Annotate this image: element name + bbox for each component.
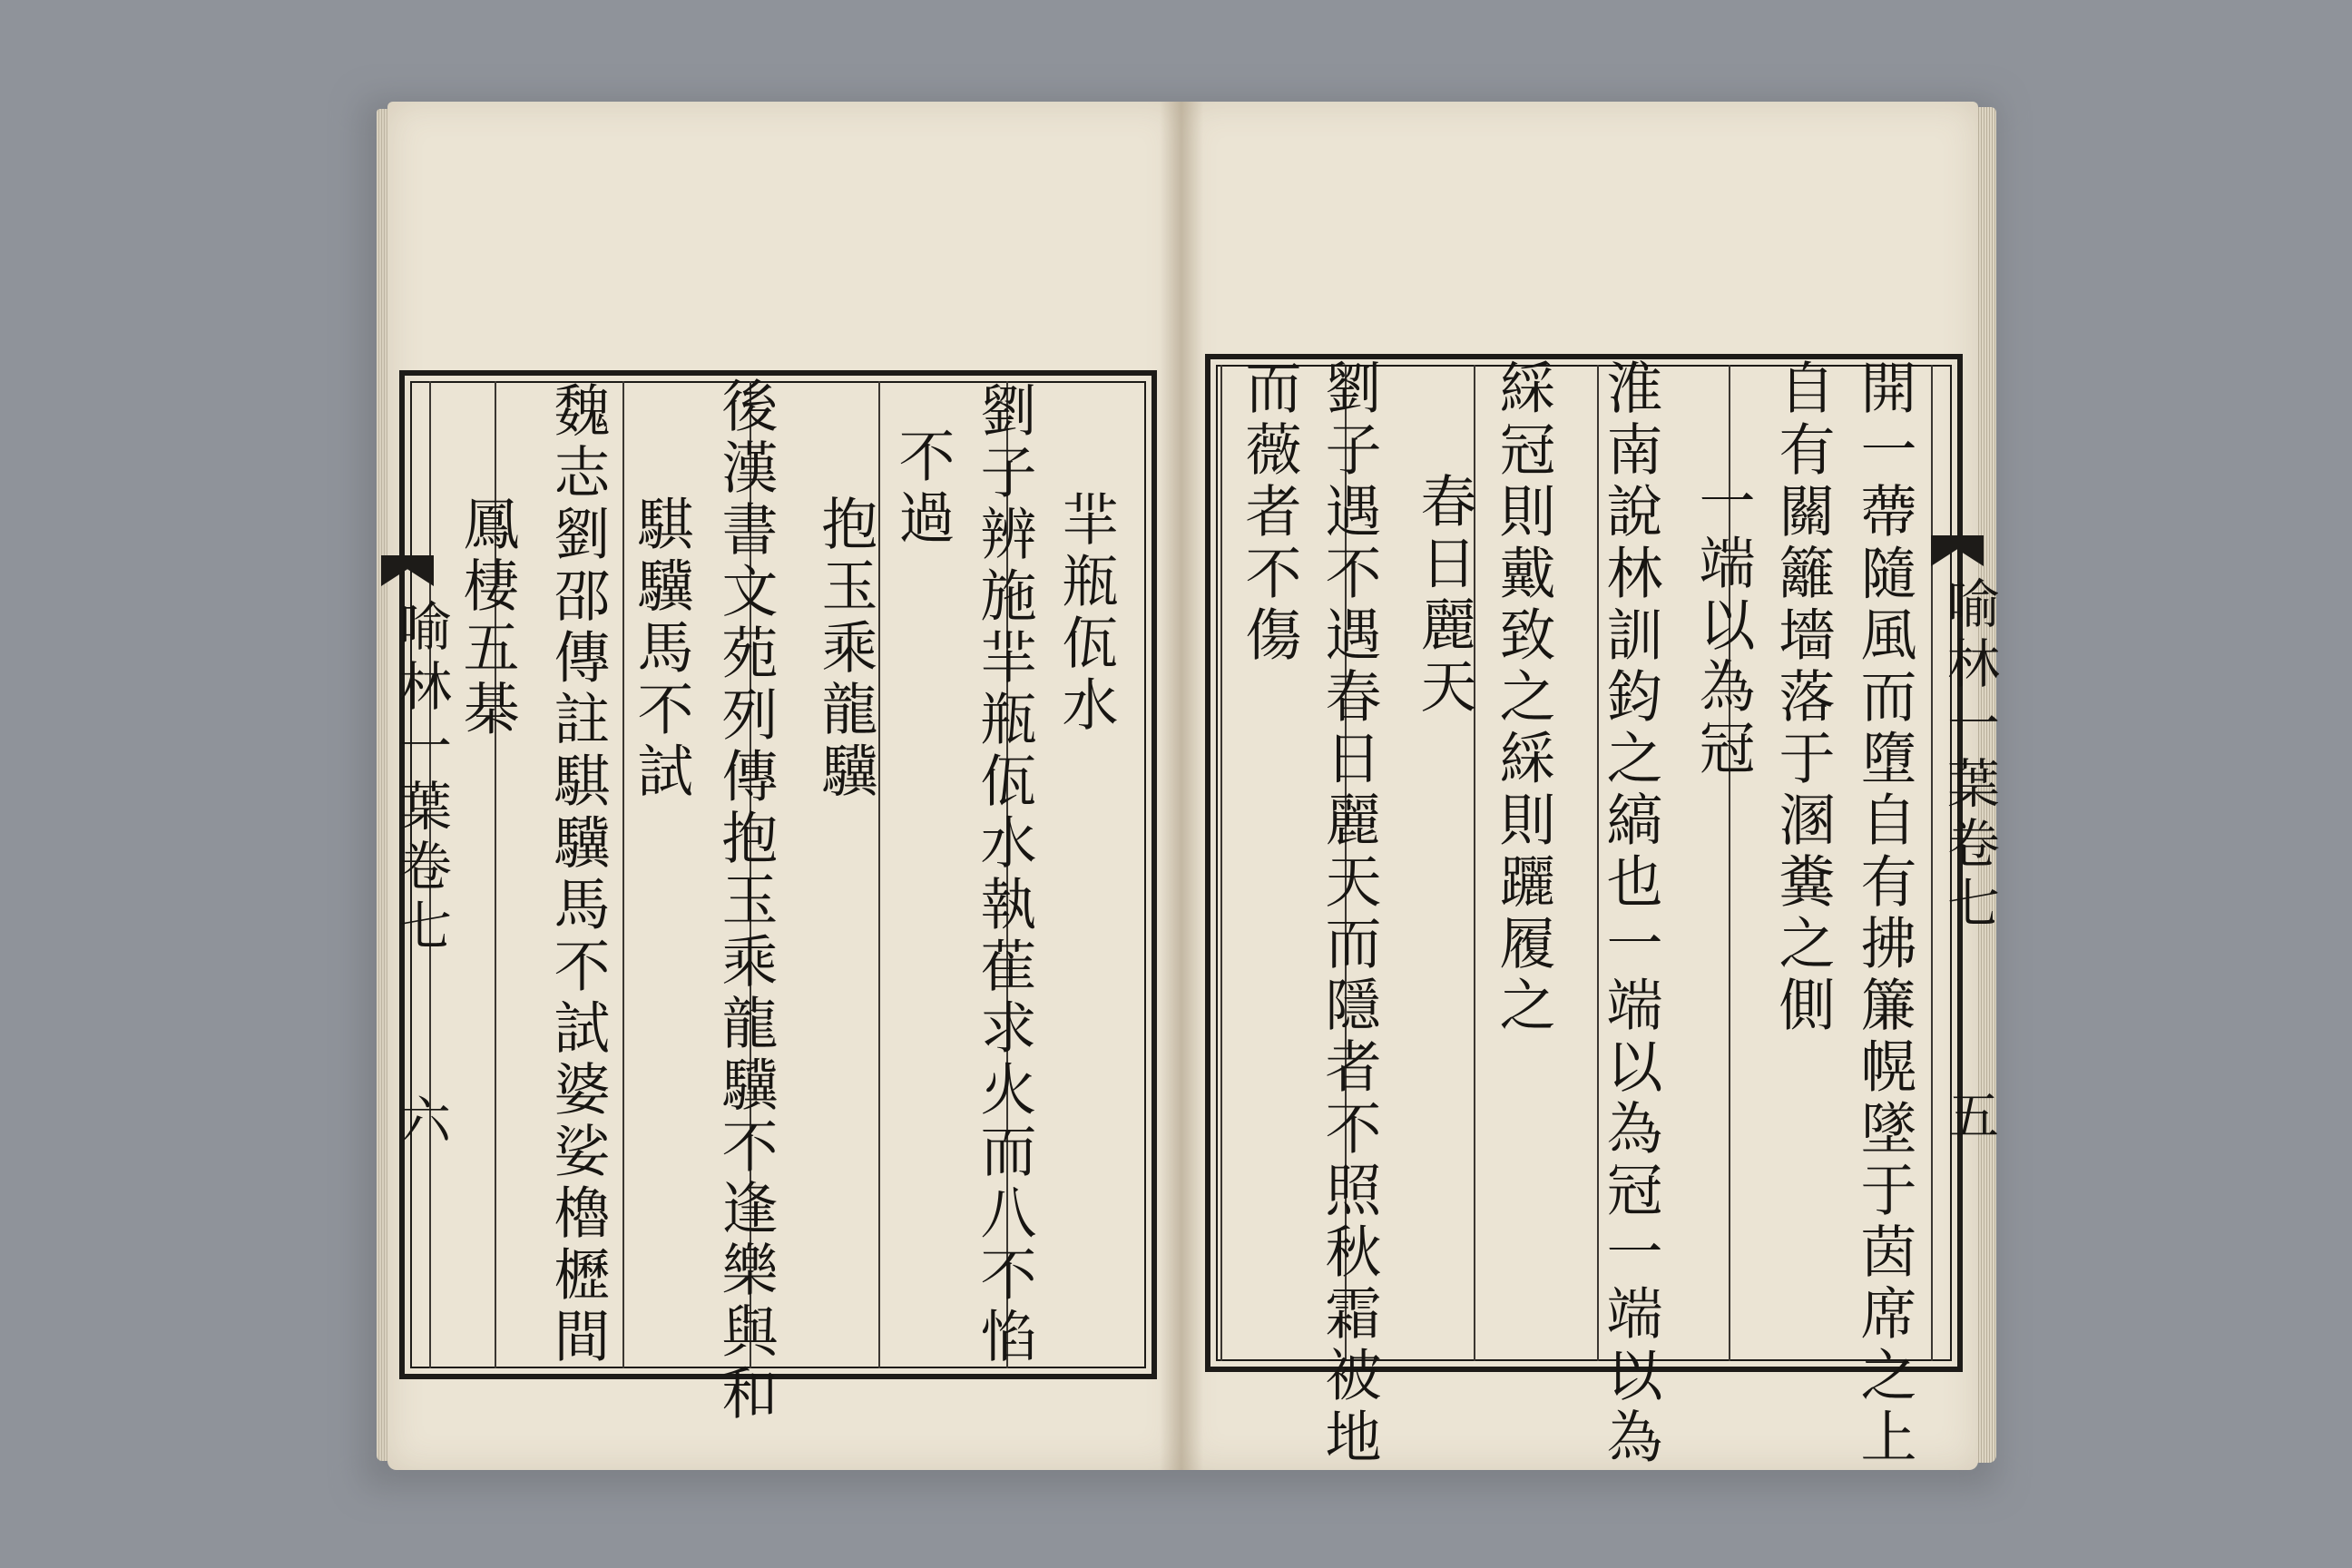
text-column-4: 抱玉乘龍驥 <box>812 495 878 803</box>
left-folio-number: 六 <box>392 1093 451 1144</box>
text-column-7: 魏志劉邵傳註騏驥馬不試婆娑櫓櫪間 <box>544 381 611 1368</box>
text-column-2: 劉子辨施羋瓶佤水執萑求火而八不惂 <box>971 381 1037 1368</box>
left-spine-title: 喻林一葉卷七 <box>390 599 452 958</box>
right-column-rule <box>1220 365 1222 1361</box>
text-column-8: 而薇者不傷 <box>1236 358 1302 667</box>
text-column-3: 一端以為冠 <box>1690 472 1756 780</box>
text-column-6: 騏驥馬不試 <box>628 495 694 803</box>
text-column-1: 羋瓶佤水 <box>1053 490 1119 737</box>
text-column-5: 綵冠則戴致之綵則躧履之 <box>1490 358 1556 1037</box>
left-column-rule <box>878 381 880 1368</box>
text-column-1: 開一蔕隨風而墮自有拂簾幌墜于茵席之上 <box>1851 358 1917 1469</box>
text-column-2: 自有關籬墻落于溷糞之側 <box>1769 358 1836 1037</box>
right-spine-title: 喻林一葉卷七 <box>1938 576 2000 936</box>
left-column-rule <box>622 381 624 1368</box>
right-folio-number: 五 <box>1940 1089 1999 1140</box>
text-column-7: 劉子遇不遇春日麗天而隱者不照秋霜被地 <box>1316 358 1382 1469</box>
text-column-6: 春日麗天 <box>1411 472 1477 719</box>
text-column-4: 淮南說林訓鈞之縞也一端以為冠一端以為 <box>1597 358 1663 1469</box>
book-gutter <box>1160 102 1203 1470</box>
text-column-5: 後漢書文苑列傳抱玉乘龍驥不逢樂與和 <box>712 377 779 1426</box>
text-column-3: 不過 <box>889 426 956 550</box>
text-column-8: 鳳棲五棊 <box>454 495 520 741</box>
